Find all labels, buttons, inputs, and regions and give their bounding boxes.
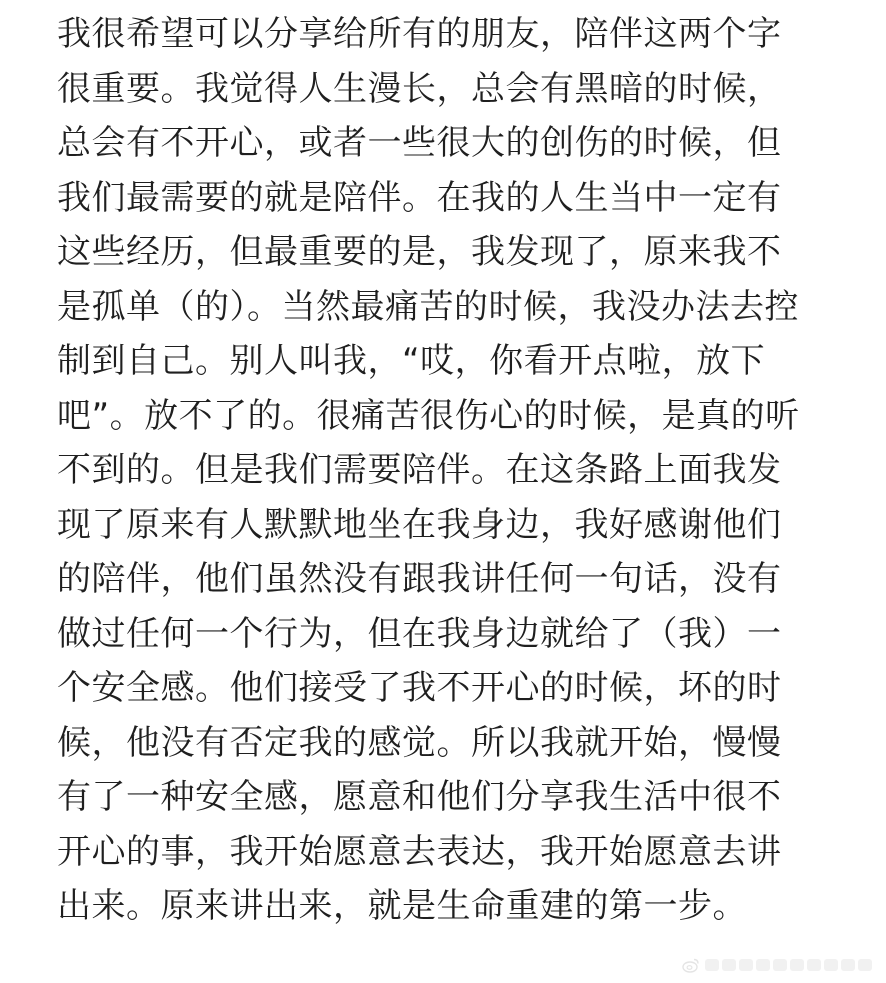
text-line: 很重要。我觉得人生漫长，总会有黑暗的时候， — [57, 68, 782, 109]
text-line: 我很希望可以分享给所有的朋友，陪伴这两个字 — [57, 14, 782, 54]
text-line: 不到的。但是我们需要陪伴。在这条路上面我发 — [57, 450, 782, 490]
text-line: 开心的事，我开始愿意去表达，我开始愿意去讲 — [57, 831, 782, 872]
text-line: 总会有不开心，或者一些很大的创伤的时候，但 — [57, 123, 782, 163]
text-line: 我们最需要的就是陪伴。在我的人生当中一定有 — [57, 177, 782, 218]
text-line: 这些经历，但最重要的是，我发现了，原来我不 — [57, 232, 782, 272]
text-line: 是孤单（的）。当然最痛苦的时候，我没办法去控 — [57, 286, 799, 327]
text-line: 候，他没有否定我的感觉。所以我就开始，慢慢 — [57, 722, 782, 763]
text-line: 有了一种安全感，愿意和他们分享我生活中很不 — [57, 777, 782, 817]
text-line: 制到自己。别人叫我，“哎，你看开点啦，放下 — [57, 341, 766, 381]
text-line: 做过任何一个行为，但在我身边就给了（我）一 — [57, 613, 782, 654]
weibo-logo-icon — [682, 957, 700, 973]
text-line: 吧”。放不了的。很痛苦很伤心的时候，是真的听 — [57, 395, 800, 436]
text-line: 现了原来有人默默地坐在我身边，我好感谢他们 — [57, 504, 782, 545]
text-line: 出来。原来讲出来，就是生命重建的第一步。 — [57, 886, 747, 926]
text-line: 个安全感。他们接受了我不开心的时候，坏的时 — [57, 668, 782, 708]
watermark-text-blur — [705, 959, 872, 971]
watermark — [682, 957, 872, 973]
paragraph — [57, 7, 837, 934]
text-line: 的陪伴，他们虽然没有跟我讲任何一句话，没有 — [57, 559, 782, 599]
